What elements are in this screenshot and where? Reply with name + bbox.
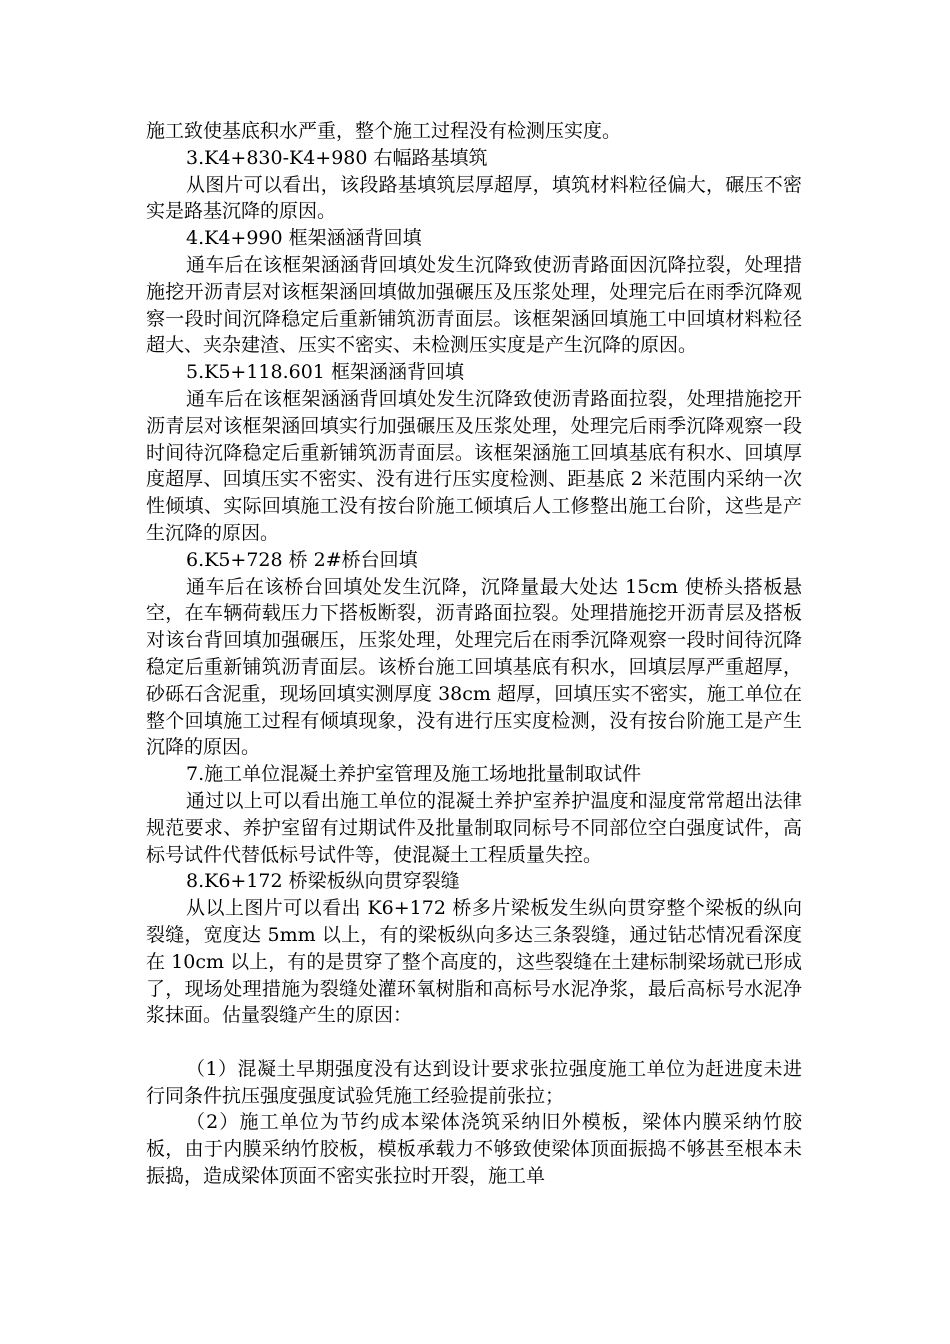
paragraph-section-7: 通过以上可以看出施工单位的混凝土养护室养护温度和湿度常常超出法律规范要求、养护室留有过期试件及批量制取同标号不同部位空白强度试件，高标号试件代替低标号试件等，使混凝土工程质量失控。 — [146, 789, 802, 866]
list-item-2: （2）施工单位为节约成本梁体浇筑采纳旧外模板，梁体内膜采纳竹胶板，由于内膜采纳竹胶板，模板承载力不够致使梁体顶面振捣不够甚至根本未振捣，造成梁体顶面不密实张拉时开裂，施工单 — [146, 1111, 802, 1188]
section-heading-7: 7.施工单位混凝土养护室管理及施工场地批量制取试件 — [186, 763, 642, 786]
paragraph-section-6: 通车后在该桥台回填处发生沉降，沉降量最大处达 15cm 使桥头搭板悬空，在车辆荷载压力下搭板断裂，沥青路面拉裂。处理措施挖开沥青层及搭板对该台背回填加强碾压，压浆处理，处理完后在雨季沉降观察一段时间待沉降稳定后重新铺筑沥青面层。该桥台施工回填基底有积水，回填层厚严重超厚，砂砾石含泥重，现场回填实测厚度 38cm 超厚，回填压实不密实，施工单位在整个回填施工过程有倾填现象，没有进行压实度检测，没有按台阶施工是产生沉降的原因。 — [146, 575, 802, 759]
document-body — [146, 118, 802, 1190]
paragraph-continued: 施工致使基底积水严重，整个施工过程没有检测压实度。 — [146, 120, 622, 142]
paragraph-section-4: 通车后在该框架涵涵背回填处发生沉降致使沥青路面因沉降拉裂，处理措施挖开沥青层对该框架涵回填做加强碾压及压浆处理，处理完后在雨季沉降观察一段时间沉降稳定后重新铺筑沥青面层。该框架涵回填施工中回填材料粒径超大、夹杂建渣、压实不密实、未检测压实度是产生沉降的原因。 — [146, 253, 802, 357]
section-heading-3: 3.K4+830-K4+980 右幅路基填筑 — [186, 146, 488, 169]
section-heading-5: 5.K5+118.601 框架涵涵背回填 — [186, 361, 464, 384]
section-heading-6: 6.K5+728 桥 2#桥台回填 — [186, 548, 418, 571]
paragraph-section-3: 从图片可以看出，该段路基填筑层厚超厚，填筑材料粒径偏大，碾压不密实是路基沉降的原因。 — [146, 173, 802, 223]
section-heading-8: 8.K6+172 桥梁板纵向贯穿裂缝 — [186, 870, 460, 893]
paragraph-section-8: 从以上图片可以看出 K6+172 桥多片梁板发生纵向贯穿整个梁板的纵向裂缝，宽度达 5mm 以上，有的梁板纵向多达三条裂缝，通过钻芯情况看深度在 10cm 以上，有的是贯穿了整个高度的，这些裂缝在土建标制梁场就已形成了，现场处理措施为裂缝处灌环氧树脂和高标号水泥净浆，最后高标号水泥净浆抹面。估量裂缝产生的原因： — [146, 897, 802, 1027]
list-item-1: （1）混凝土早期强度没有达到设计要求张拉强度施工单位为赶进度未进行同条件抗压强度强度试验凭施工经验提前张拉； — [146, 1057, 802, 1107]
paragraph-section-5: 通车后在该框架涵涵背回填处发生沉降致使沥青路面拉裂，处理措施挖开沥青层对该框架涵回填实行加强碾压及压浆处理，处理完后雨季沉降观察一段时间待沉降稳定后重新铺筑沥青面层。该框架涵施工回填基底有积水、回填厚度超厚、回填压实不密实、没有进行压实度检测、距基底 2 米范围内采纳一次性倾填、实际回填施工没有按台阶施工倾填后人工修整出施工台阶，这些是产生沉降的原因。 — [146, 387, 802, 544]
section-heading-4: 4.K4+990 框架涵涵背回填 — [186, 227, 422, 250]
